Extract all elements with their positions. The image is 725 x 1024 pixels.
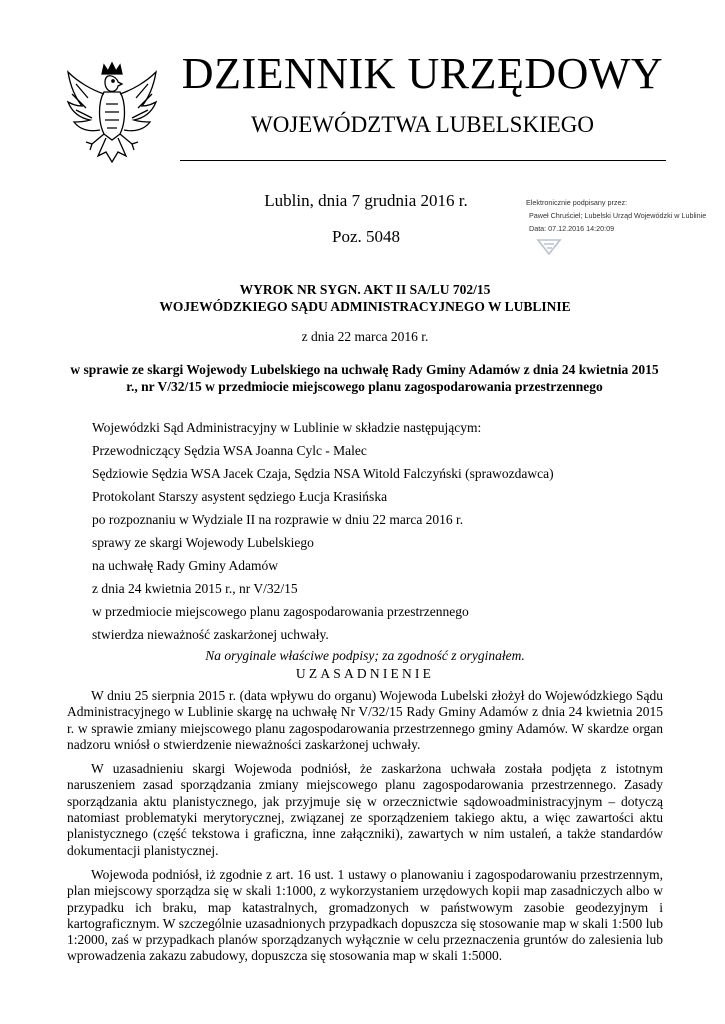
judgment-subject <box>52 361 677 395</box>
intro-line: na uchwałę Rady Gminy Adamów <box>92 558 278 573</box>
original-note: Na oryginale właściwe podpisy; za zgodność z oryginałem. <box>205 648 525 663</box>
signature-line-2: Paweł Chruściel; Lubelski Urząd Wojewódzki w Lublinie <box>529 211 707 220</box>
signature-line-3: Data: 07.12.2016 14:20:09 <box>529 224 615 233</box>
intro-line: Protokolant Starszy asystent sędziego Łucja Krasińska <box>92 489 388 504</box>
intro-line: Sędziowie Sędzia WSA Jacek Czaja, Sędzia NSA Witold Falczyński (sprawozdawca) <box>92 466 554 481</box>
position-number: Poz. 5048 <box>332 227 400 246</box>
paragraph: W dniu 25 sierpnia 2015 r. (data wpływu do organu) Wojewoda Lubelski złożył do Wojewódzkiego Sądu Administracyjnego w Lublinie skargę na uchwałę Nr V/32/15 Rady Gminy Adamów z dnia 24 kwietnia 2015 r. w sprawie zmiany miejscowego planu zagospodarowania przestrzennego gminy Adamów. W skardze organ nadzoru wniósł o stwierdzenie nieważności zaskarżonej uchwały. <box>67 688 663 752</box>
judgment-heading-line-1: WYROK NR SYGN. AKT II SA/LU 702/15 <box>239 282 491 297</box>
signature-stamp-icon <box>536 236 562 256</box>
electronic-signature-block <box>527 196 706 235</box>
intro-line: z dnia 24 kwietnia 2015 r., nr V/32/15 <box>92 581 298 596</box>
journal-title: DZIENNIK URZĘDOWY <box>181 49 664 98</box>
judgment-heading <box>40 281 690 315</box>
judgment-heading-line-2: WOJEWÓDZKIEGO SĄDU ADMINISTRACYJNEGO W LUBLINIE <box>159 299 571 314</box>
intro-line: w przedmiocie miejscowego planu zagospodarowania przestrzennego <box>92 604 469 619</box>
paragraph: Wojewoda podniósł, iż zgodnie z art. 16 ust. 1 ustawy o planowaniu i zagospodarowaniu przestrzennym, plan miejscowy sporządza się w skali 1:1000, z wykorzystaniem urzędowych kopii map zasadniczych albo w przypadku ich braku, map katastralnych, gromadzonych w państwowym zasobie geodezyjnym i kartograficznym. W szczególnie uzasadnionych przypadkach dopuszcza się stosowanie map w skali 1:500 lub 1:2000, zaś w przypadkach planów sporządzanych wyłącznie w celu przeznaczenia gruntów do zalesienia lub wprowadzenia zakazu zabudowy, dopuszcza się stosowania map w skali 1:5000. <box>67 866 663 964</box>
journal-subtitle: WOJEWÓDZTWA LUBELSKIEGO <box>250 112 595 137</box>
intro-line: Przewodniczący Sędzia WSA Joanna Cylc - Malec <box>92 443 367 458</box>
justification-body <box>67 688 663 973</box>
intro-line: stwierdza nieważność zaskarżonej uchwały. <box>92 627 329 642</box>
header-divider <box>180 160 666 161</box>
signature-line-1: Elektronicznie podpisany przez: <box>526 198 628 207</box>
intro-line: sprawy ze skargi Wojewody Lubelskiego <box>92 535 314 550</box>
court-composition <box>92 416 672 646</box>
polish-eagle-emblem-icon <box>62 60 162 170</box>
publication-date: Lublin, dnia 7 grudnia 2016 r. <box>264 191 468 210</box>
paragraph: W uzasadnieniu skargi Wojewoda podniósł, że zaskarżona uchwała została podjęta z istotnym naruszeniem zasad sporządzania zmiany miejscowego planu zagospodarowania przestrzennego. Zasady sporządzania aktu planistycznego, jak przyjmuje się w orzecznictwie sądowoadministracyjnym – dotyczą natomiast problematyki merytorycznej, związanej ze sporządzeniem takiego aktu, a więc zawartości aktu planistycznego (część tekstowa i graficzna, inne załączniki), zawartych w nim ustaleń, a także standardów dokumentacji planistycznej. <box>67 761 663 858</box>
judgment-date: z dnia 22 marca 2016 r. <box>301 329 429 344</box>
judgment-subject-line-2: r., nr V/32/15 w przedmiocie miejscowego planu zagospodarowania przestrzennego <box>126 379 603 394</box>
intro-line: po rozpoznaniu w Wydziale II na rozprawie w dniu 22 marca 2016 r. <box>92 512 464 527</box>
judgment-subject-line-1: w sprawie ze skargi Wojewody Lubelskiego na uchwałę Rady Gminy Adamów z dnia 24 kwietnia 2015 <box>70 362 659 377</box>
justification-heading: UZASADNIENIE <box>295 666 435 681</box>
intro-line: Wojewódzki Sąd Administracyjny w Lublinie w składzie następującym: <box>92 420 482 435</box>
